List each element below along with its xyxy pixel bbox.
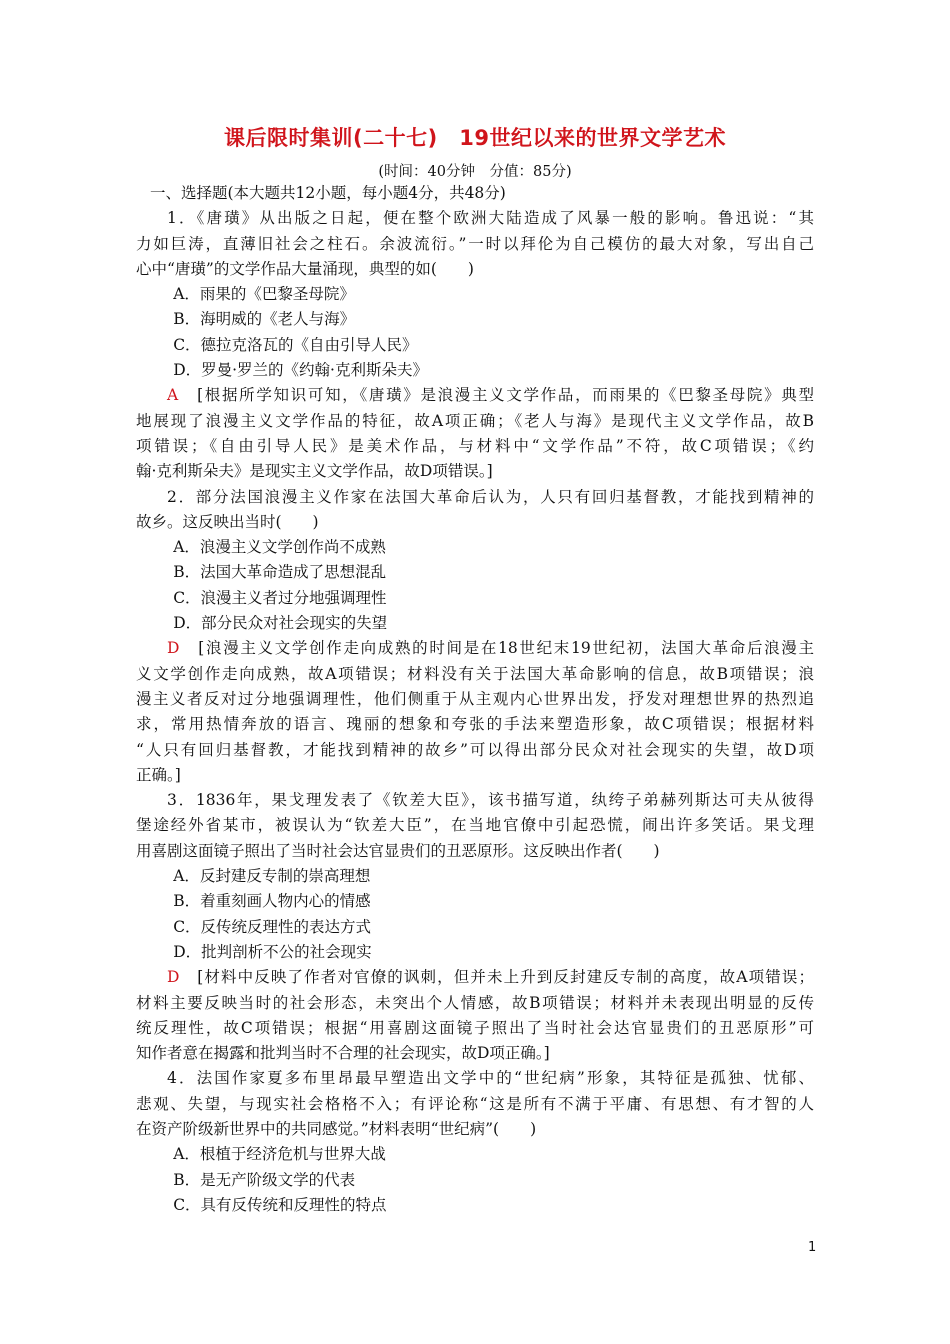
option-b: B．海明威的《老人与海》 <box>173 310 356 329</box>
answer-explanation-line <box>136 383 814 408</box>
answer-explanation-line: “人只有回归基督教，才能找到精神的故乡”可以得出部分民众对社会现实的失望，故D项 <box>136 740 814 759</box>
question-stem-line: 心中“唐璜”的文学作品大量涌现，典型的如( ) <box>136 259 474 278</box>
option-a: A．雨果的《巴黎圣母院》 <box>173 285 355 304</box>
question-stem-line: 力如巨涛，直薄旧社会之柱石。余波流衍。”一时以拜伦为自己模仿的最大对象，写出自己 <box>136 234 814 253</box>
option-c: C．德拉克洛瓦的《自由引导人民》 <box>173 335 418 354</box>
explanation-text: [材料中反映了作者对官僚的讽刺，但并未上升到反封建反专制的高度，故A项错误； <box>197 968 814 987</box>
answer-explanation-line: 翰·克利斯朵夫》是现实主义文学作品，故D项错误。] <box>136 462 493 481</box>
answer-explanation-line: 项错误；《自由引导人民》是美术作品，与材料中“文学作品”不符，故C项错误；《约 <box>136 436 814 455</box>
question-stem-line: 在资产阶级新世界中的共同感觉。”材料表明“世纪病”( ) <box>136 1119 537 1138</box>
answer-explanation-line: 材料主要反映当时的社会形态，未突出个人情感，故B项错误；材料并未表现出明显的反传 <box>136 993 814 1012</box>
explanation-text: [浪漫主义文学创作走向成熟的时间是在18世纪末19世纪初，法国大革命后浪漫主 <box>198 639 814 658</box>
option-b: B．是无产阶级文学的代表 <box>173 1170 356 1189</box>
option-a: A．浪漫主义文学创作尚不成熟 <box>173 538 386 557</box>
question-1 <box>136 206 814 484</box>
question-2 <box>136 485 814 789</box>
answer-letter: D <box>167 968 180 987</box>
answer-explanation-line <box>136 965 814 990</box>
answer-explanation-line: 求，常用热情奔放的语言、瑰丽的想象和夸张的手法来塑造形象，故C项错误；根据材料 <box>136 715 814 734</box>
option-a: A．反封建反专制的崇高理想 <box>173 867 371 886</box>
option-c: C．浪漫主义者过分地强调理性 <box>173 588 387 607</box>
question-stem-line: 故乡。这反映出当时( ) <box>136 512 319 531</box>
explanation-text: [根据所学知识可知，《唐璜》是浪漫主义文学作品，而雨果的《巴黎圣母院》典型 <box>197 386 814 405</box>
question-stem-line: 1．《唐璜》从出版之日起，便在整个欧洲大陆造成了风暴一般的影响。鲁迅说：“其 <box>167 209 814 228</box>
question-4 <box>136 1066 814 1218</box>
answer-explanation-line: 漫主义者反对过分地强调理性，他们侧重于从主观内心世界出发，抒发对理想世界的热烈追 <box>136 689 814 708</box>
answer-letter: D <box>167 639 180 658</box>
question-stem-line: 3．1836年，果戈理发表了《钦差大臣》，该书描写道，纨绔子弟赫列斯达可夫从彼得 <box>167 791 814 810</box>
exam-info: (时间：40分钟 分值：85分) <box>378 164 572 180</box>
answer-explanation-line: 正确。] <box>136 765 181 784</box>
answer-explanation-line: 义文学创作走向成熟，故A项错误；材料没有关于法国大革命影响的信息，故B项错误；浪 <box>136 664 814 683</box>
option-c: C．反传统反理性的表达方式 <box>173 917 372 936</box>
answer-explanation-line: 地展现了浪漫主义文学作品的特征，故A项正确；《老人与海》是现代主义文学作品，故B <box>136 411 814 430</box>
question-stem-line: 悲观、失望，与现实社会格格不入；有评论称“这是所有不满于平庸、有思想、有才智的人 <box>136 1094 814 1113</box>
page-title: 课后限时集训(二十七) 19世纪以来的世界文学艺术 <box>224 126 726 150</box>
option-d: D．部分民众对社会现实的失望 <box>173 614 388 633</box>
answer-explanation-line: 统反理性，故C项错误；根据“用喜剧这面镜子照出了当时社会达官显贵们的丑恶原形”可 <box>136 1018 814 1037</box>
question-3 <box>136 788 814 1066</box>
answer-explanation-line <box>136 636 814 661</box>
question-stem-line: 堡途经外省某市，被误认为“钦差大臣”，在当地官僚中引起恐慌，闹出许多笑话。果戈理 <box>136 816 814 835</box>
question-stem-line: 用喜剧这面镜子照出了当时社会达官显贵们的丑恶原形。这反映出作者( ) <box>136 841 660 860</box>
option-d: D．批判剖析不公的社会现实 <box>173 942 372 961</box>
question-stem-line: 2．部分法国浪漫主义作家在法国大革命后认为，人只有回归基督教，才能找到精神的 <box>167 487 814 506</box>
section-heading: 一、选择题(本大题共12小题，每小题4分，共48分) <box>149 184 506 202</box>
option-b: B．法国大革命造成了思想混乱 <box>173 563 387 582</box>
option-b: B．着重刻画人物内心的情感 <box>173 892 371 911</box>
answer-letter: A <box>167 386 179 405</box>
question-stem-line: 4．法国作家夏多布里昂最早塑造出文学中的“世纪病”形象，其特征是孤独、忧郁、 <box>167 1069 814 1088</box>
option-a: A．根植于经济危机与世界大战 <box>173 1145 386 1164</box>
document-body <box>136 181 814 1218</box>
option-c: C．具有反传统和反理性的特点 <box>173 1195 387 1214</box>
answer-explanation-line: 知作者意在揭露和批判当时不合理的社会现实，故D项正确。] <box>136 1044 550 1063</box>
page-number: 1 <box>808 1240 817 1255</box>
option-d: D．罗曼·罗兰的《约翰·克利斯朵夫》 <box>173 361 428 380</box>
